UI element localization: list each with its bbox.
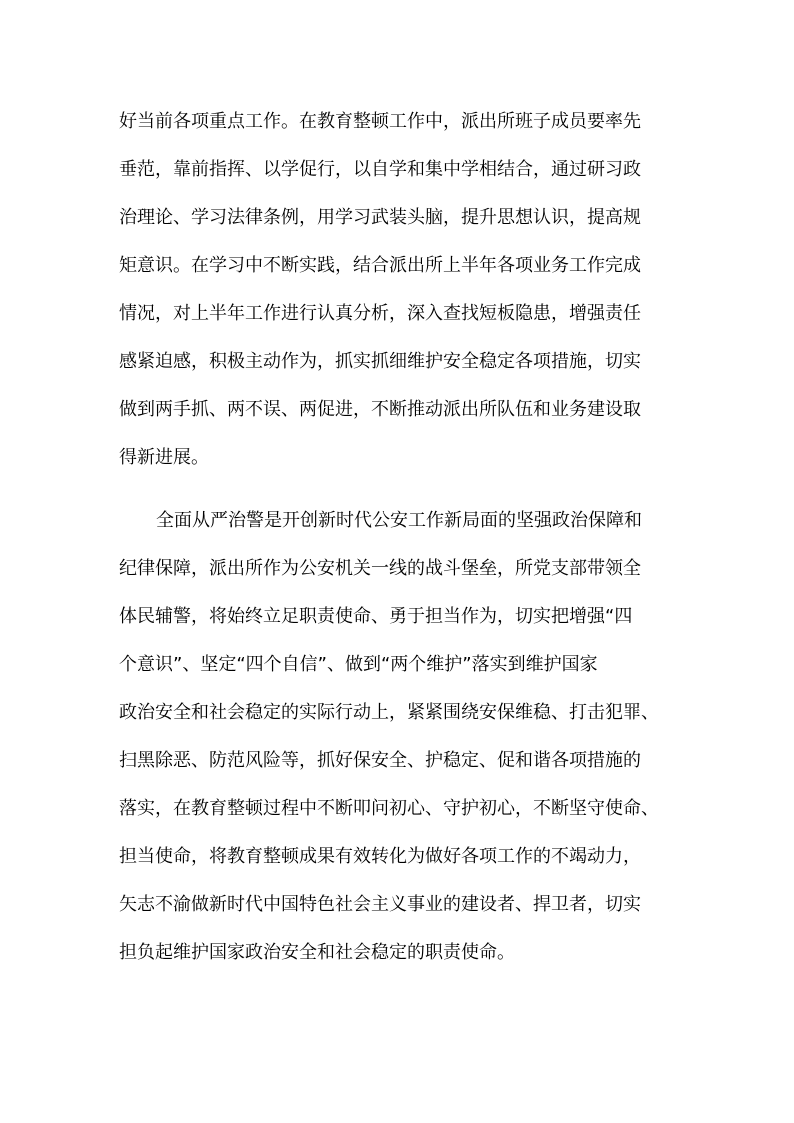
text-line: 感紧迫感，积极主动作为，抓实抓细维护安全稳定各项措施，切实	[119, 351, 641, 372]
text-line: 全面从严治警是开创新时代公安工作新局面的坚强政治保障和	[156, 510, 642, 531]
text-line: 纪律保障，派出所作为公安机关一线的战斗堡垒，所党支部带领全	[119, 558, 641, 579]
text-line: 扫黑除恶、防范风险等，抓好保安全、护稳定、促和谐各项措施的	[119, 750, 641, 771]
text-line: 治理论、学习法律条例，用学习武装头脑，提升思想认识，提高规	[119, 207, 641, 228]
text-line: 矩意识。在学习中不断实践，结合派出所上半年各项业务工作完成	[119, 255, 641, 276]
text-line: 体民辅警，将始终立足职责使命、勇于担当作为，切实把增强“四	[119, 606, 633, 627]
text-line: 个意识”、坚定“四个自信”、做到“两个维护”落实到维护国家	[119, 654, 598, 675]
text-line: 做到两手抓、两不误、两促进，不断推动派出所队伍和业务建设取	[119, 399, 641, 420]
text-line: 担当使命，将教育整顿成果有效转化为做好各项工作的不竭动力，	[119, 846, 641, 867]
text-line: 垂范，靠前指挥、以学促行，以自学和集中学相结合，通过研习政	[119, 159, 641, 180]
text-line: 政治安全和社会稳定的实际行动上，紧紧围绕安保维稳、打击犯罪、	[119, 702, 659, 723]
text-line: 情况，对上半年工作进行认真分析，深入查找短板隐患，增强责任	[119, 303, 641, 324]
text-line: 落实，在教育整顿过程中不断叩问初心、守护初心，不断坚守使命、	[119, 798, 659, 819]
text-line: 矢志不渝做新时代中国特色社会主义事业的建设者、捍卫者，切实	[119, 894, 641, 915]
text-line: 好当前各项重点工作。在教育整顿工作中，派出所班子成员要率先	[119, 111, 641, 132]
text-line: 担负起维护国家政治安全和社会稳定的职责使命。	[119, 942, 515, 963]
text-line: 得新进展。	[119, 447, 209, 468]
